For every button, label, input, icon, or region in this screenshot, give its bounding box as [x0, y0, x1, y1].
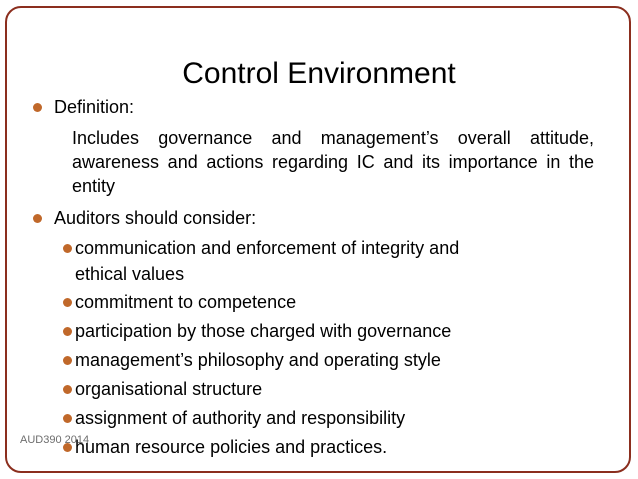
definition-label: Definition:	[54, 97, 135, 117]
bullet-icon	[63, 298, 72, 307]
bullet-icon	[63, 385, 72, 394]
bullet-icon	[33, 214, 42, 223]
consideration-item: communication and enforcement of integrity and	[75, 238, 460, 258]
consideration-item: participation by those charged with governance	[75, 321, 452, 341]
slide-title: Control Environment	[182, 57, 456, 90]
auditors-label: Auditors should consider:	[54, 208, 257, 228]
definition-text: Includes governance and management’s overall attitude, awareness and actions regarding IC and its importance in the entity	[72, 128, 594, 196]
bullet-icon	[33, 103, 42, 112]
bullet-icon	[63, 244, 72, 253]
consideration-item: management’s philosophy and operating style	[75, 350, 441, 370]
bullet-icon	[63, 414, 72, 423]
consideration-item: commitment to competence	[75, 292, 297, 312]
consideration-item: assignment of authority and responsibility	[75, 408, 406, 428]
footer-text: AUD390 2014	[20, 434, 90, 446]
bullet-icon	[63, 356, 72, 365]
consideration-item: organisational structure	[75, 379, 263, 399]
consideration-item-continued: ethical values	[75, 264, 185, 284]
bullet-icon	[63, 327, 72, 336]
consideration-item: human resource policies and practices.	[75, 437, 388, 457]
